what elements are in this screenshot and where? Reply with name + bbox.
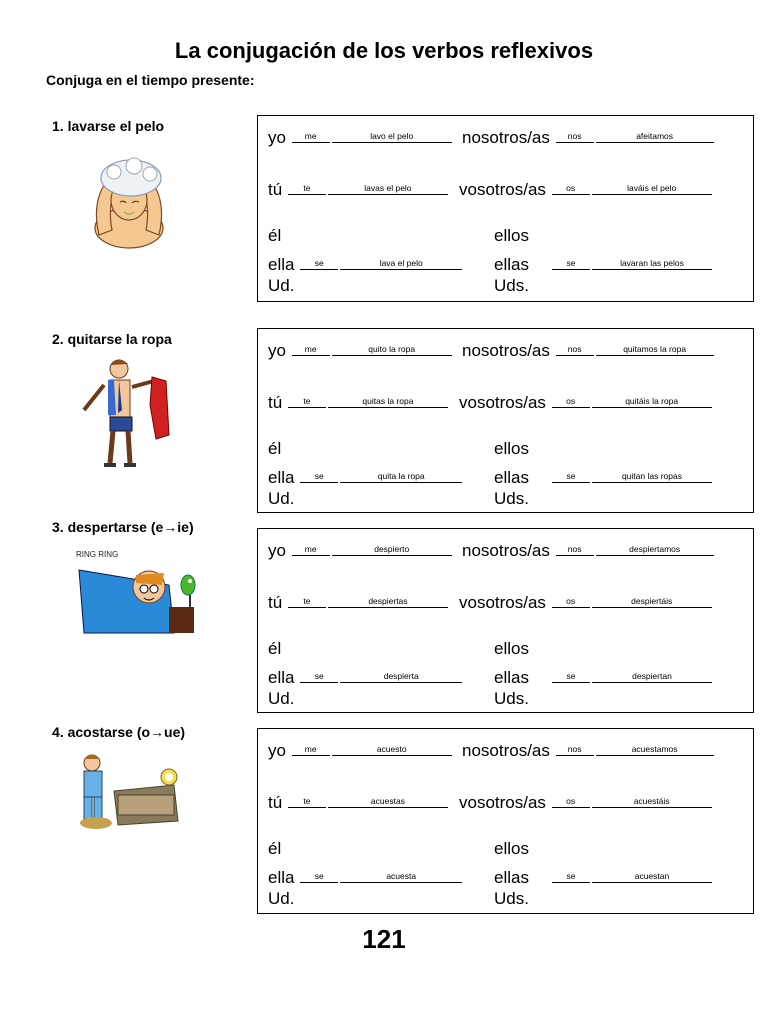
yo-pronoun-blank-answer: me xyxy=(304,745,317,754)
row-ella xyxy=(268,864,463,888)
vosotros-verb-blank-answer: despiertáis xyxy=(631,597,673,606)
row-ellos xyxy=(494,226,529,246)
yo-pronoun-blank[interactable] xyxy=(292,737,330,756)
row-nosotros xyxy=(462,537,715,561)
row-ud xyxy=(268,689,294,709)
yo-verb-blank[interactable] xyxy=(332,124,452,143)
row-nosotros xyxy=(462,124,715,148)
ellas-pronoun-blank-answer: se xyxy=(566,872,576,881)
row-ellas xyxy=(494,864,713,888)
pronoun-ellas: ellas xyxy=(494,255,529,274)
yo-pronoun-blank[interactable] xyxy=(292,537,330,556)
ellas-verb-blank[interactable] xyxy=(592,664,712,683)
ella-verb-blank-answer: quita la ropa xyxy=(377,472,425,481)
vosotros-pronoun-blank[interactable] xyxy=(552,389,590,408)
boy-washing-hair-illustration-svg xyxy=(74,150,184,250)
row-vosotros xyxy=(459,789,713,813)
ellas-pronoun-blank[interactable] xyxy=(552,664,590,683)
pronoun-nosotros: nosotros/as xyxy=(462,541,550,560)
yo-verb-blank-answer: despierto xyxy=(374,545,410,554)
yo-verb-blank-answer: quito la ropa xyxy=(368,345,416,354)
pronoun-ellos: ellos xyxy=(494,226,529,245)
ellas-pronoun-blank[interactable] xyxy=(552,864,590,883)
ella-pronoun-blank-answer: se xyxy=(314,872,324,881)
pronoun-uds: Uds. xyxy=(494,489,529,508)
ella-verb-blank-answer: acuesta xyxy=(386,872,417,881)
row-yo xyxy=(268,337,453,361)
vosotros-verb-blank-answer: laváis el pelo xyxy=(627,184,677,193)
row-vosotros xyxy=(459,389,713,413)
ella-verb-blank[interactable] xyxy=(340,464,462,483)
man-taking-off-clothes-illustration xyxy=(74,355,184,455)
ella-pronoun-blank[interactable] xyxy=(300,864,338,883)
pronoun-vosotros: vosotros/as xyxy=(459,593,546,612)
tu-pronoun-blank-answer: te xyxy=(303,397,311,406)
conjugation-box xyxy=(257,328,754,513)
ella-verb-blank[interactable] xyxy=(340,251,462,270)
pronoun-el: él xyxy=(268,439,282,458)
pronoun-nosotros: nosotros/as xyxy=(462,128,550,147)
row-nosotros xyxy=(462,737,715,761)
pronoun-ellos: ellos xyxy=(494,639,529,658)
instructions: Conjuga en el tiempo presente: xyxy=(46,72,255,88)
row-ud xyxy=(268,889,294,909)
pronoun-vosotros: vosotros/as xyxy=(459,180,546,199)
row-ella xyxy=(268,664,463,688)
pronoun-ella: ella xyxy=(268,868,295,887)
row-nosotros xyxy=(462,337,715,361)
pronoun-ellas: ellas xyxy=(494,868,529,887)
row-ellos xyxy=(494,639,529,659)
yo-pronoun-blank[interactable] xyxy=(292,337,330,356)
row-uds xyxy=(494,689,529,709)
pronoun-ella: ella xyxy=(268,668,295,687)
pronoun-nosotros: nosotros/as xyxy=(462,741,550,760)
nosotros-verb-blank-answer: afeitamos xyxy=(636,132,674,141)
tu-verb-blank-answer: lavas el pelo xyxy=(364,184,412,193)
nosotros-verb-blank-answer: despiertamos xyxy=(629,545,681,554)
row-yo xyxy=(268,737,453,761)
row-ellos xyxy=(494,439,529,459)
nosotros-verb-blank-answer: acuestamos xyxy=(631,745,678,754)
ella-pronoun-blank-answer: se xyxy=(314,259,324,268)
pronoun-el: él xyxy=(268,639,282,658)
ella-verb-blank-answer: lava el pelo xyxy=(379,259,423,268)
ellas-verb-blank-answer: lavaran las pelos xyxy=(620,259,684,268)
exercise-label: 4. acostarse (o→ue) xyxy=(52,724,186,740)
person-waking-up-alarm-illustration xyxy=(74,545,184,645)
nosotros-pronoun-blank-answer: nos xyxy=(567,545,582,554)
pronoun-el: él xyxy=(268,226,282,245)
tu-verb-blank[interactable] xyxy=(328,789,448,808)
ellas-pronoun-blank-answer: se xyxy=(566,672,576,681)
pronoun-ella: ella xyxy=(268,255,295,274)
exercise-label: 3. despertarse (e→ie) xyxy=(52,519,194,535)
vosotros-verb-blank-answer: acuestáis xyxy=(633,797,670,806)
pronoun-tu: tú xyxy=(268,180,283,199)
pronoun-ud: Ud. xyxy=(268,689,295,708)
pronoun-ellos: ellos xyxy=(494,439,529,458)
pronoun-el: él xyxy=(268,839,282,858)
tu-pronoun-blank[interactable] xyxy=(288,389,326,408)
nosotros-verb-blank[interactable] xyxy=(596,737,714,756)
yo-verb-blank-answer: lavo el pelo xyxy=(370,132,414,141)
row-tu xyxy=(268,789,449,813)
row-ellos xyxy=(494,839,529,859)
tu-verb-blank-answer: despiertas xyxy=(368,597,408,606)
vosotros-verb-blank-answer: quitáis la ropa xyxy=(625,397,679,406)
row-tu xyxy=(268,176,449,200)
ellas-verb-blank-answer: despiertan xyxy=(632,672,672,681)
conjugation-box xyxy=(257,115,754,302)
ellas-pronoun-blank[interactable] xyxy=(552,464,590,483)
conjugation-box xyxy=(257,528,754,713)
ella-pronoun-blank-answer: se xyxy=(314,472,324,481)
row-uds xyxy=(494,489,529,509)
pronoun-ud: Ud. xyxy=(268,889,295,908)
ellas-verb-blank[interactable] xyxy=(592,464,712,483)
row-uds xyxy=(494,276,529,296)
row-ella xyxy=(268,464,463,488)
nosotros-pronoun-blank-answer: nos xyxy=(567,132,582,141)
row-yo xyxy=(268,537,453,561)
tu-pronoun-blank[interactable] xyxy=(288,589,326,608)
tu-verb-blank[interactable] xyxy=(328,589,448,608)
row-el xyxy=(268,839,281,859)
row-vosotros xyxy=(459,176,713,200)
pronoun-yo: yo xyxy=(268,128,286,147)
tu-pronoun-blank-answer: te xyxy=(303,797,311,806)
ella-pronoun-blank-answer: se xyxy=(314,672,324,681)
row-ud xyxy=(268,489,294,509)
exercise-label: 1. lavarse el pelo xyxy=(52,118,165,134)
row-ellas xyxy=(494,251,713,275)
ellas-pronoun-blank-answer: se xyxy=(566,472,576,481)
nosotros-verb-blank[interactable] xyxy=(596,124,714,143)
nosotros-pronoun-blank-answer: nos xyxy=(567,345,582,354)
pronoun-vosotros: vosotros/as xyxy=(459,393,546,412)
tu-pronoun-blank[interactable] xyxy=(288,176,326,195)
child-going-to-bed-illustration xyxy=(74,751,184,851)
tu-verb-blank[interactable] xyxy=(328,176,448,195)
yo-verb-blank[interactable] xyxy=(332,337,452,356)
row-yo xyxy=(268,124,453,148)
pronoun-yo: yo xyxy=(268,541,286,560)
pronoun-ellas: ellas xyxy=(494,668,529,687)
row-ella xyxy=(268,251,463,275)
nosotros-verb-blank-answer: quitamos la ropa xyxy=(623,345,687,354)
ella-verb-blank-answer: despierta xyxy=(383,672,419,681)
row-el xyxy=(268,226,281,246)
man-taking-off-clothes-illustration-svg xyxy=(74,355,184,475)
ellas-verb-blank[interactable] xyxy=(592,864,712,883)
yo-pronoun-blank-answer: me xyxy=(304,132,317,141)
vosotros-verb-blank[interactable] xyxy=(592,389,712,408)
row-ellas xyxy=(494,664,713,688)
nosotros-verb-blank[interactable] xyxy=(596,537,714,556)
yo-verb-blank[interactable] xyxy=(332,737,452,756)
pronoun-uds: Uds. xyxy=(494,689,529,708)
row-tu xyxy=(268,589,449,613)
nosotros-pronoun-blank-answer: nos xyxy=(567,745,582,754)
tu-verb-blank-answer: acuestas xyxy=(370,797,405,806)
row-ud xyxy=(268,276,294,296)
vosotros-pronoun-blank-answer: os xyxy=(566,797,576,806)
vosotros-pronoun-blank-answer: os xyxy=(566,184,576,193)
vosotros-verb-blank[interactable] xyxy=(592,176,712,195)
boy-washing-hair-illustration xyxy=(74,150,184,250)
row-el xyxy=(268,639,281,659)
pronoun-uds: Uds. xyxy=(494,889,529,908)
worksheet-title: La conjugación de los verbos reflexivos xyxy=(174,38,594,63)
ella-verb-blank[interactable] xyxy=(340,864,462,883)
nosotros-verb-blank[interactable] xyxy=(596,337,714,356)
vosotros-verb-blank[interactable] xyxy=(592,589,712,608)
row-vosotros xyxy=(459,589,713,613)
tu-verb-blank-answer: quitas la ropa xyxy=(362,397,414,406)
nosotros-pronoun-blank[interactable] xyxy=(556,124,594,143)
ellas-verb-blank-answer: quitan las ropas xyxy=(621,472,682,481)
pronoun-ellas: ellas xyxy=(494,468,529,487)
vosotros-pronoun-blank[interactable] xyxy=(552,176,590,195)
person-waking-up-alarm-illustration-svg xyxy=(74,545,204,635)
ella-pronoun-blank[interactable] xyxy=(300,464,338,483)
nosotros-pronoun-blank[interactable] xyxy=(556,337,594,356)
pronoun-ella: ella xyxy=(268,468,295,487)
vosotros-verb-blank[interactable] xyxy=(592,789,712,808)
ellas-verb-blank[interactable] xyxy=(592,251,712,270)
nosotros-pronoun-blank[interactable] xyxy=(556,737,594,756)
tu-pronoun-blank[interactable] xyxy=(288,789,326,808)
exercise-label: 2. quitarse la ropa xyxy=(52,331,172,347)
ella-pronoun-blank[interactable] xyxy=(300,664,338,683)
pronoun-tu: tú xyxy=(268,793,283,812)
pronoun-nosotros: nosotros/as xyxy=(462,341,550,360)
row-ellas xyxy=(494,464,713,488)
yo-pronoun-blank-answer: me xyxy=(304,545,317,554)
pronoun-yo: yo xyxy=(268,741,286,760)
yo-pronoun-blank[interactable] xyxy=(292,124,330,143)
ella-verb-blank[interactable] xyxy=(340,664,462,683)
page-number: 121 xyxy=(362,924,406,954)
ella-pronoun-blank[interactable] xyxy=(300,251,338,270)
row-el xyxy=(268,439,281,459)
pronoun-yo: yo xyxy=(268,341,286,360)
picture-sound-text: RING RING xyxy=(76,550,119,559)
yo-verb-blank-answer: acuesto xyxy=(376,745,407,754)
vosotros-pronoun-blank[interactable] xyxy=(552,589,590,608)
child-going-to-bed-illustration-svg xyxy=(74,751,184,831)
pronoun-vosotros: vosotros/as xyxy=(459,793,546,812)
pronoun-uds: Uds. xyxy=(494,276,529,295)
vosotros-pronoun-blank[interactable] xyxy=(552,789,590,808)
tu-pronoun-blank-answer: te xyxy=(303,597,311,606)
ellas-pronoun-blank[interactable] xyxy=(552,251,590,270)
row-uds xyxy=(494,889,529,909)
tu-verb-blank[interactable] xyxy=(328,389,448,408)
conjugation-box xyxy=(257,728,754,914)
vosotros-pronoun-blank-answer: os xyxy=(566,597,576,606)
tu-pronoun-blank-answer: te xyxy=(303,184,311,193)
nosotros-pronoun-blank[interactable] xyxy=(556,537,594,556)
ellas-pronoun-blank-answer: se xyxy=(566,259,576,268)
pronoun-ud: Ud. xyxy=(268,276,295,295)
row-tu xyxy=(268,389,449,413)
pronoun-ud: Ud. xyxy=(268,489,295,508)
pronoun-tu: tú xyxy=(268,393,283,412)
ellas-verb-blank-answer: acuestan xyxy=(634,872,670,881)
yo-pronoun-blank-answer: me xyxy=(304,345,317,354)
vosotros-pronoun-blank-answer: os xyxy=(566,397,576,406)
pronoun-tu: tú xyxy=(268,593,283,612)
yo-verb-blank[interactable] xyxy=(332,537,452,556)
pronoun-ellos: ellos xyxy=(494,839,529,858)
